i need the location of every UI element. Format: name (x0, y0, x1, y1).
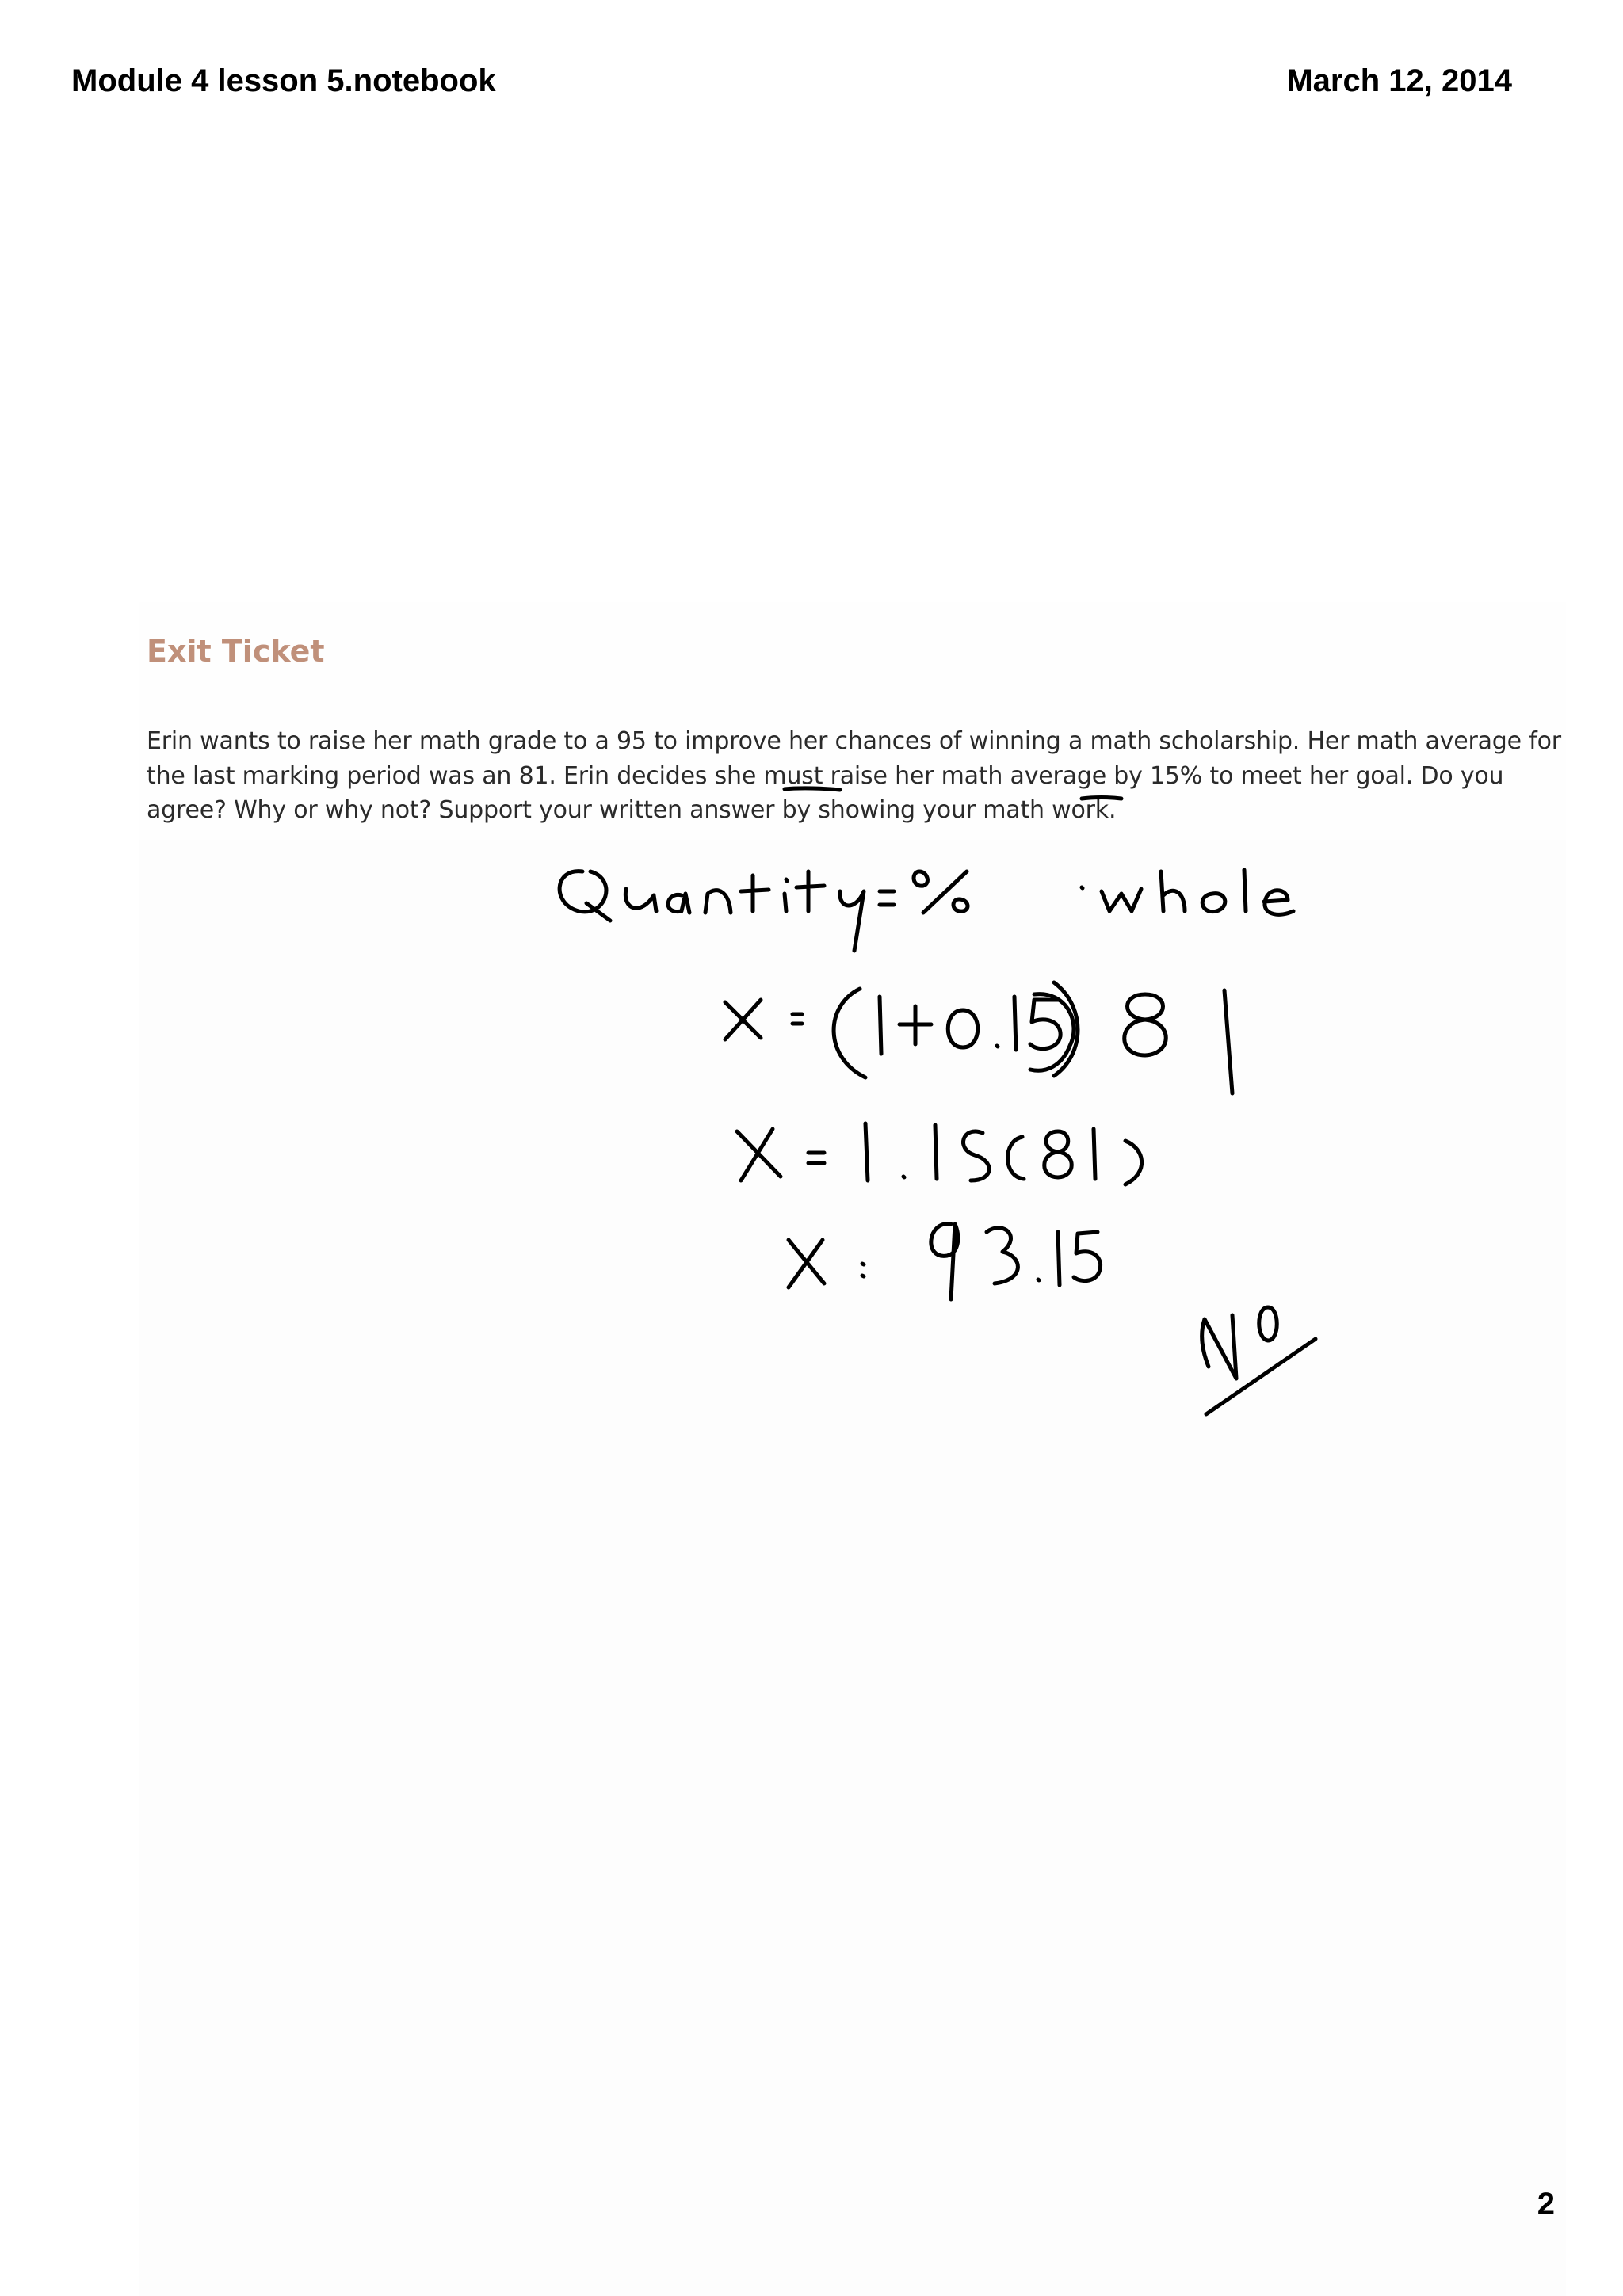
handwriting-line-2 (725, 982, 1232, 1093)
page-number: 2 (1537, 2187, 1555, 2222)
underline-raise (785, 788, 840, 790)
notebook-filename: Module 4 lesson 5.notebook (71, 63, 496, 98)
page-date: March 12, 2014 (1286, 63, 1512, 98)
handwriting-line-4 (789, 1224, 1101, 1299)
handwriting-line-3 (737, 1123, 1142, 1184)
handwriting-line-quantity (559, 870, 1293, 951)
underline-15-percent (1082, 798, 1121, 799)
problem-line-2: the last marking period was an 81. Erin decides she must raise her math average by 15% to meet her goal. Do you (147, 762, 1504, 790)
handwriting-answer-no (1202, 1307, 1316, 1414)
problem-line-3: agree? Why or why not? Support your written answer by showing your math work. (147, 796, 1117, 824)
exit-ticket-title: Exit Ticket (147, 634, 325, 669)
problem-line-1: Erin wants to raise her math grade to a 95 to improve her chances of winning a math scholarship. Her math average for (147, 727, 1561, 755)
